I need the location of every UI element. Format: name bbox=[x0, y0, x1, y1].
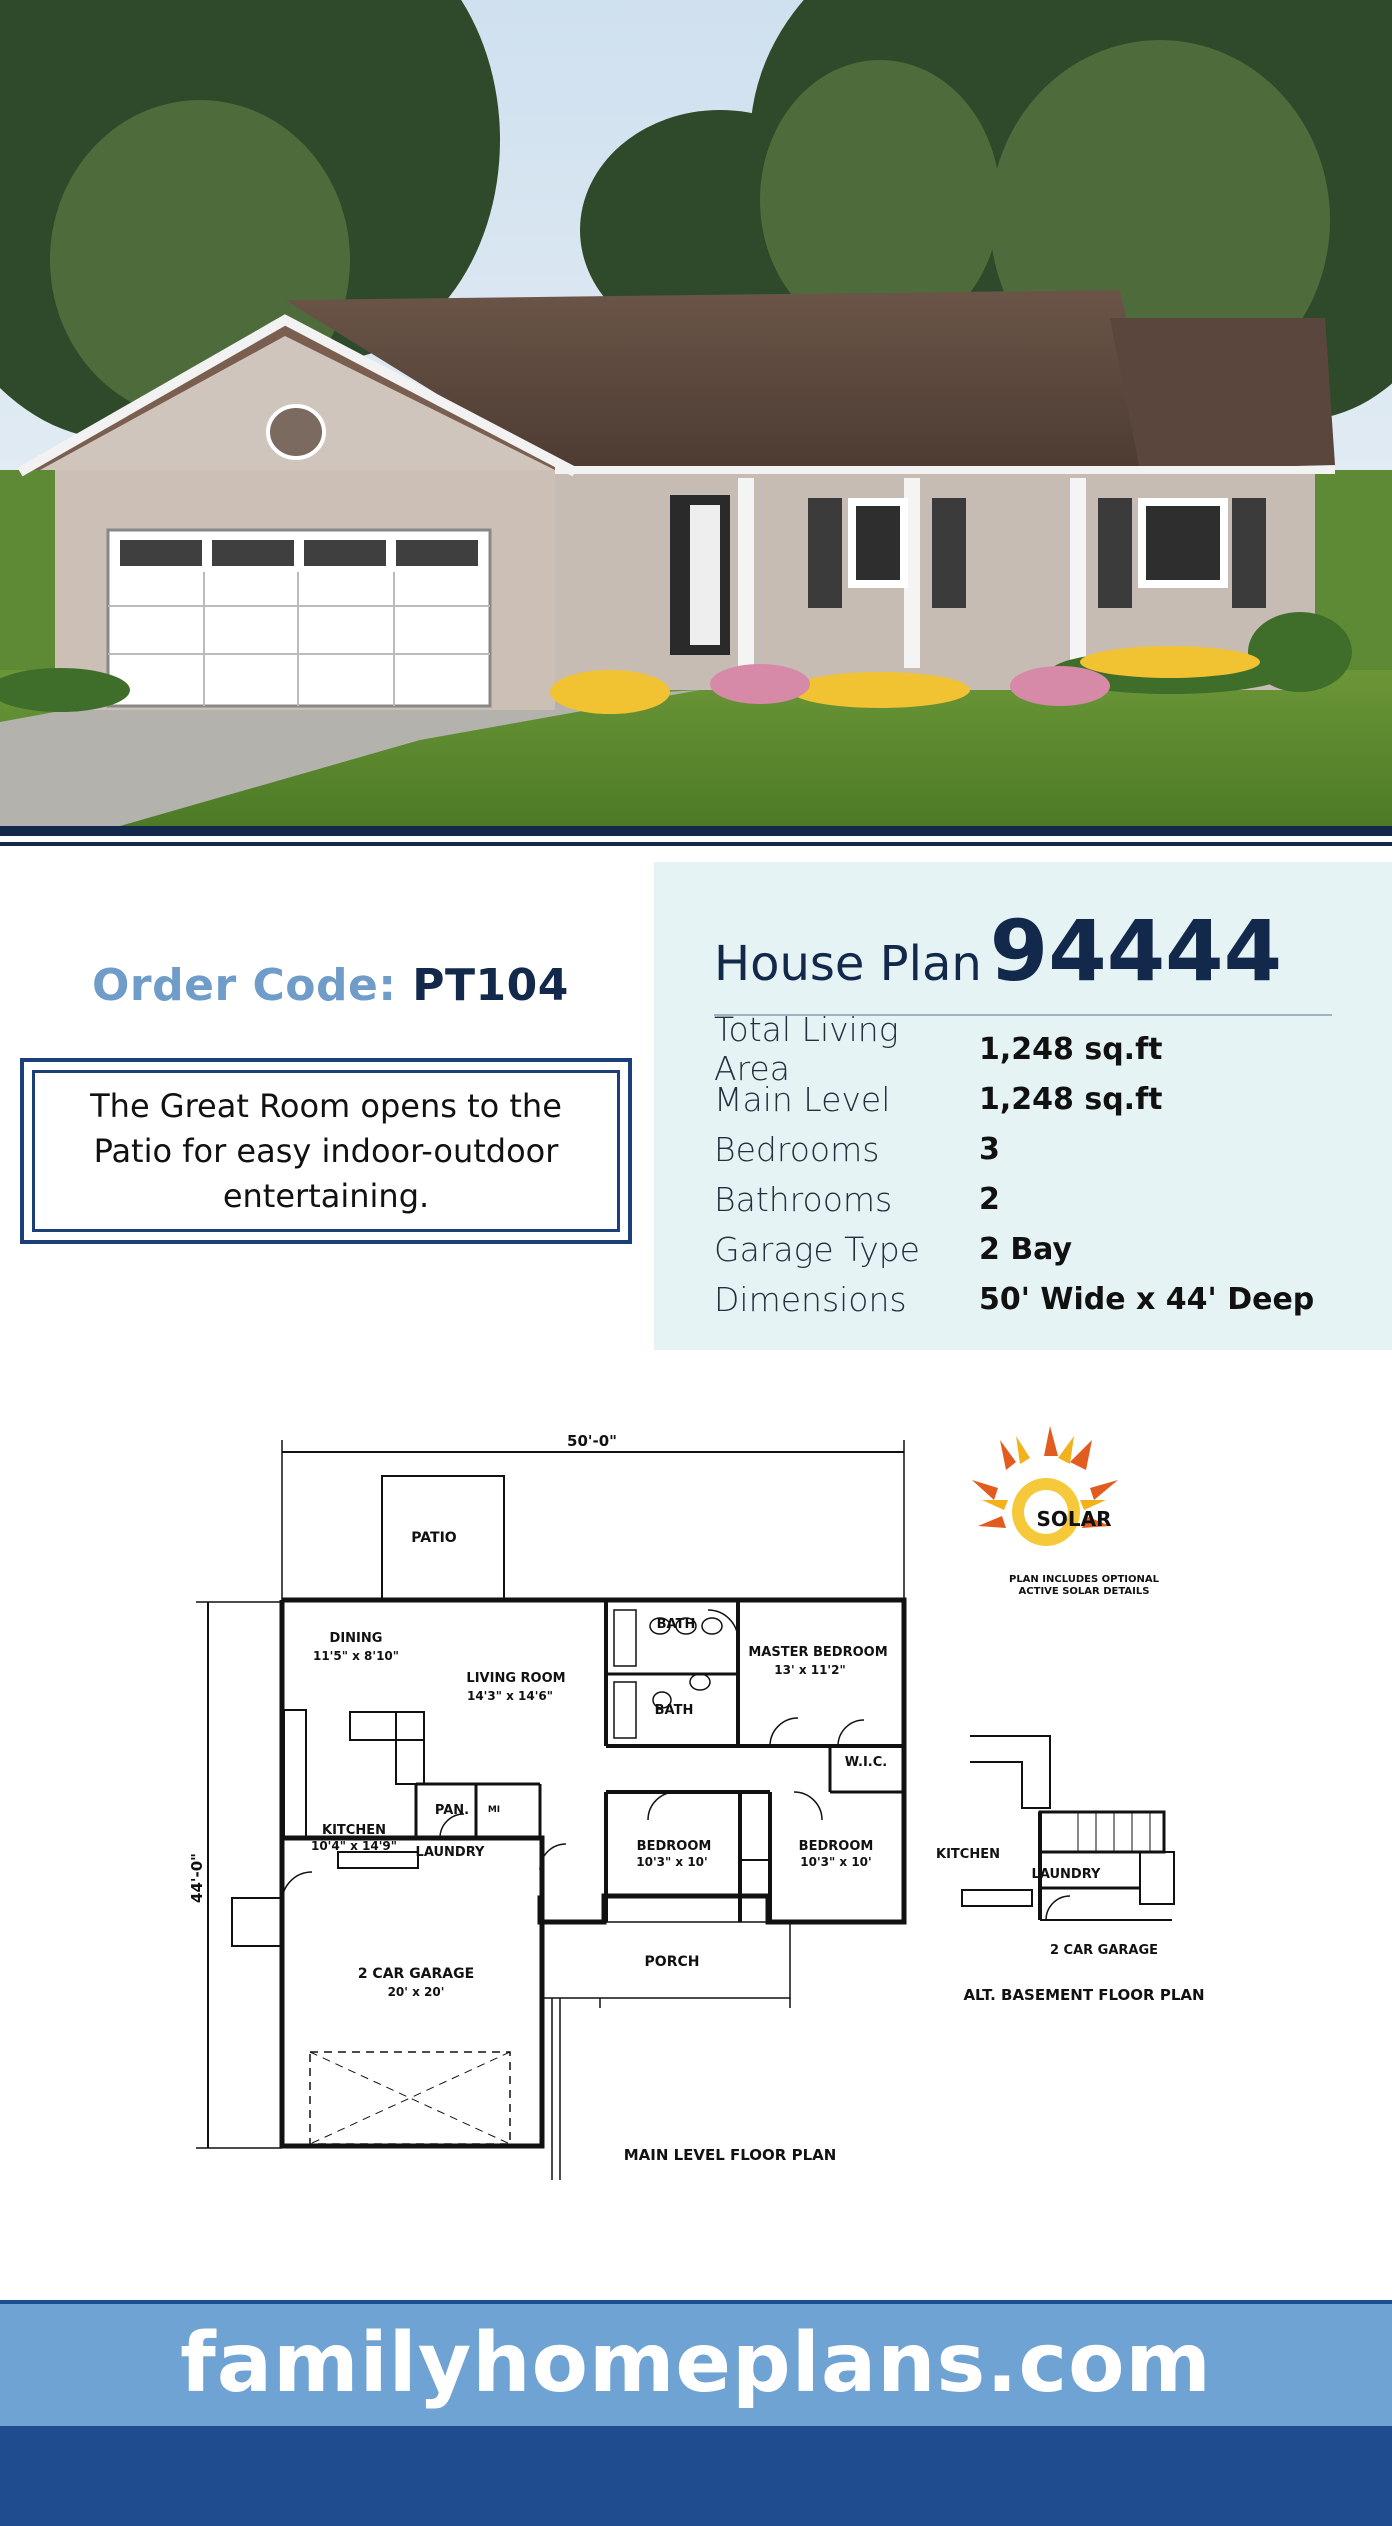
floor-plan-drawing bbox=[0, 1400, 1392, 2260]
divider-thick bbox=[0, 826, 1392, 836]
dim-depth: 44'-0" bbox=[188, 1853, 206, 1903]
room-garage-size: 20' x 20' bbox=[387, 1985, 445, 1999]
plan-title-label: House Plan bbox=[714, 936, 982, 992]
room-kitchen: KITCHEN bbox=[322, 1823, 386, 1838]
room-bedroom-2: BEDROOM bbox=[636, 1839, 712, 1854]
footer-site-link[interactable]: familyhomeplans.com bbox=[180, 2315, 1212, 2411]
spec-value: 3 bbox=[979, 1131, 1000, 1167]
room-bath-2: BATH bbox=[654, 1703, 694, 1718]
dim-width: 50'-0" bbox=[567, 1432, 617, 1450]
spec-list bbox=[714, 1010, 1354, 1324]
spec-value: 2 Bay bbox=[979, 1231, 1073, 1267]
room-kitchen-size: 10'4" x 14'9" bbox=[310, 1839, 398, 1853]
house-rendering-art bbox=[0, 0, 1392, 826]
room-patio: PATIO bbox=[411, 1530, 457, 1546]
spec-row bbox=[714, 1174, 1354, 1224]
footer-base bbox=[0, 2426, 1392, 2526]
description-text: The Great Room opens to the Patio for easy indoor-outdoor entertaining. bbox=[90, 1086, 562, 1215]
spec-label: Main Level bbox=[714, 1079, 891, 1119]
order-code bbox=[92, 960, 569, 1011]
description-box bbox=[20, 1058, 632, 1244]
alt-garage: 2 CAR GARAGE bbox=[1049, 1943, 1159, 1958]
room-living: LIVING ROOM bbox=[466, 1671, 566, 1686]
room-dining: DINING bbox=[329, 1631, 383, 1646]
spec-label: Dimensions bbox=[714, 1279, 907, 1319]
room-bath-1: BATH bbox=[656, 1617, 696, 1632]
room-garage: 2 CAR GARAGE bbox=[357, 1966, 475, 1982]
room-bedroom-2-size: 10'3" x 10' bbox=[636, 1855, 708, 1869]
plan-title bbox=[714, 902, 1282, 1000]
spec-label: Bathrooms bbox=[714, 1179, 893, 1219]
divider-thin bbox=[0, 842, 1392, 846]
spec-label: Total Living Area bbox=[714, 1010, 899, 1088]
room-dining-size: 11'5" x 8'10" bbox=[312, 1649, 400, 1663]
order-code-value: PT104 bbox=[412, 960, 569, 1011]
spec-label: Bedrooms bbox=[714, 1129, 880, 1169]
spec-value: 1,248 sq.ft bbox=[979, 1031, 1163, 1067]
room-living-size: 14'3" x 14'6" bbox=[466, 1689, 554, 1703]
room-bedroom-3: BEDROOM bbox=[798, 1839, 874, 1854]
spec-row bbox=[714, 1010, 1354, 1088]
spec-row bbox=[714, 1074, 1354, 1124]
spec-label: Garage Type bbox=[714, 1229, 920, 1269]
floor-plan bbox=[0, 1400, 1392, 2260]
spec-value: 1,248 sq.ft bbox=[979, 1081, 1163, 1117]
room-laundry: LAUNDRY bbox=[415, 1845, 485, 1860]
alt-floor-caption: ALT. BASEMENT FLOOR PLAN bbox=[963, 1986, 1205, 2004]
room-porch: PORCH bbox=[644, 1954, 700, 1970]
spec-value: 2 bbox=[979, 1181, 1000, 1217]
room-master: MASTER BEDROOM bbox=[748, 1645, 888, 1660]
solar-note-1: PLAN INCLUDES OPTIONAL bbox=[1008, 1574, 1160, 1585]
alt-kitchen: KITCHEN bbox=[936, 1847, 1000, 1862]
room-master-size: 13' x 11'2" bbox=[774, 1663, 846, 1677]
room-mi: MI bbox=[487, 1805, 501, 1815]
solar-note-2: ACTIVE SOLAR DETAILS bbox=[1018, 1586, 1150, 1597]
spec-value: 50' Wide x 44' Deep bbox=[979, 1281, 1315, 1317]
main-floor-caption: MAIN LEVEL FLOOR PLAN bbox=[623, 2146, 837, 2164]
solar-logo-text: SOLAR bbox=[1036, 1507, 1112, 1531]
spec-row bbox=[714, 1274, 1354, 1324]
house-rendering bbox=[0, 0, 1392, 826]
spec-panel bbox=[654, 862, 1392, 1350]
spec-row bbox=[714, 1124, 1354, 1174]
order-code-label: Order Code: bbox=[92, 960, 397, 1011]
room-wic: W.I.C. bbox=[844, 1755, 888, 1770]
room-pantry: PAN. bbox=[434, 1803, 470, 1818]
alt-laundry: LAUNDRY bbox=[1031, 1867, 1101, 1882]
spec-row bbox=[714, 1224, 1354, 1274]
room-bedroom-3-size: 10'3" x 10' bbox=[800, 1855, 872, 1869]
plan-number: 94444 bbox=[989, 902, 1283, 1000]
